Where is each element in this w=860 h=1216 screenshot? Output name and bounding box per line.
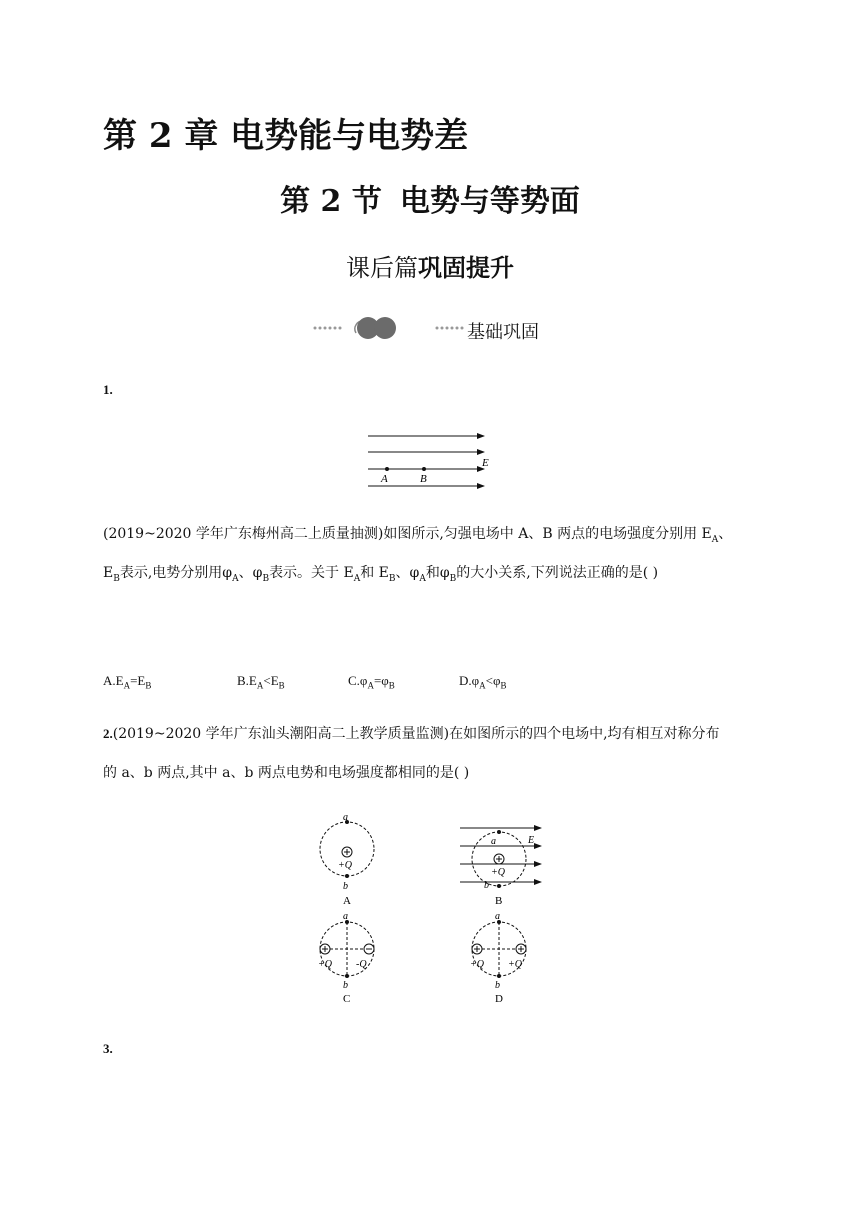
q2-line2: 的 a、b 两点,其中 a、b 两点电势和电场强度都相同的是( ) — [103, 765, 470, 781]
option-sub: B — [500, 680, 507, 691]
label-a: a — [343, 812, 348, 823]
q1-text-part: 、φ — [238, 565, 263, 581]
panel-c — [318, 911, 374, 1005]
q2-line1 — [103, 724, 720, 744]
panel-label: C — [343, 993, 351, 1005]
q1-text-sub: A — [353, 573, 361, 584]
divider-label: 基础巩固 — [467, 322, 539, 343]
section-name: 电势与等势面 — [399, 184, 580, 219]
point-b-dot — [422, 467, 426, 471]
label-plus-q: +Q — [318, 959, 332, 970]
point-a-dot — [385, 467, 389, 471]
q2-field-figure — [305, 812, 555, 1008]
q1-line2 — [103, 563, 658, 589]
q1-number: 1. — [103, 382, 113, 397]
label-a: a — [491, 836, 496, 847]
q1-line1-end: 、 — [718, 526, 733, 542]
panel-d — [470, 911, 526, 1005]
field-label: E — [482, 457, 489, 469]
section-title — [0, 176, 860, 220]
panel-label: B — [495, 895, 503, 907]
option-sub: A — [256, 680, 264, 691]
point-a-label: A — [381, 473, 388, 485]
q1-option-b[interactable] — [237, 673, 285, 691]
label-plus-q: +Q — [470, 959, 484, 970]
label-b: b — [495, 980, 500, 991]
label-a: a — [495, 911, 500, 922]
panel-b — [460, 828, 541, 907]
option-text: D.φ — [459, 673, 480, 688]
label-minus-q: -Q — [356, 959, 367, 970]
option-text: =E — [130, 673, 146, 688]
q1-text-part: 、φ — [395, 565, 420, 581]
q2-number: 2. — [103, 726, 113, 741]
section-number: 第 2 节 — [280, 184, 382, 219]
chapter-title: 第 2 章 电势能与电势差 — [103, 116, 469, 156]
q1-line1-sub: A — [711, 534, 719, 545]
dots-right-icon — [436, 327, 464, 330]
panel-a — [320, 812, 374, 907]
option-text: C.φ — [348, 673, 368, 688]
option-sub: A — [123, 680, 131, 691]
label-plus-q: +Q — [491, 867, 505, 878]
q1-text-part: 和φ — [425, 565, 450, 581]
q3-number: 3. — [103, 1041, 113, 1056]
option-sub: B — [145, 680, 152, 691]
panel-label: A — [343, 895, 351, 907]
option-text: B.E — [237, 673, 257, 688]
q1-text-part: 和 E — [360, 565, 389, 581]
q1-text-part: E — [103, 565, 114, 581]
q1-option-d[interactable] — [459, 673, 507, 691]
dots-left-icon — [314, 327, 342, 330]
label-plus-q: +Q — [508, 959, 522, 970]
label-plus-q: +Q — [338, 860, 352, 871]
label-b: b — [343, 980, 348, 991]
badge-icon — [355, 317, 396, 339]
after-class-bold: 巩固提升 — [418, 254, 514, 282]
label-e: E — [528, 835, 535, 846]
option-sub: B — [278, 680, 285, 691]
q1-field-figure — [362, 428, 502, 492]
option-sub: A — [367, 680, 374, 691]
option-text: =φ — [373, 673, 389, 688]
q2-line1-text: (2019~2020 学年广东汕头潮阳高二上教学质量监测)在如图所示的四个电场中,均有相互对称分布 — [112, 726, 720, 742]
q1-option-a[interactable] — [103, 673, 151, 691]
option-text: <φ — [485, 673, 501, 688]
q1-text-sub: B — [262, 573, 270, 584]
label-a: a — [343, 911, 348, 922]
option-sub: B — [388, 680, 395, 691]
label-b: b — [343, 881, 348, 892]
q1-text-part: 表示,电势分别用φ — [119, 565, 233, 581]
q1-text-part: 表示。关于 E — [269, 565, 354, 581]
q1-text-sub: B — [113, 573, 120, 584]
option-text: <E — [263, 673, 279, 688]
q1-text-sub: B — [449, 573, 457, 584]
q1-text-sub: A — [232, 573, 239, 584]
point-b-label: B — [420, 473, 427, 485]
option-text: A.E — [103, 673, 124, 688]
q1-text-sub: A — [419, 573, 426, 584]
q1-line1 — [103, 524, 732, 550]
q1-text-sub: B — [388, 573, 396, 584]
q1-line1-text: (2019~2020 学年广东梅州高二上质量抽测)如图所示,匀强电场中 A、B 两点的电场强度分别用 E — [103, 526, 712, 542]
after-class-heading — [0, 248, 860, 283]
label-b: b — [484, 880, 489, 891]
q1-option-c[interactable] — [348, 673, 395, 691]
after-class-prefix: 课后篇 — [346, 254, 418, 282]
q1-text-part: 的大小关系,下列说法正确的是( ) — [456, 565, 659, 581]
panel-label: D — [495, 993, 503, 1005]
option-sub: A — [479, 680, 486, 691]
